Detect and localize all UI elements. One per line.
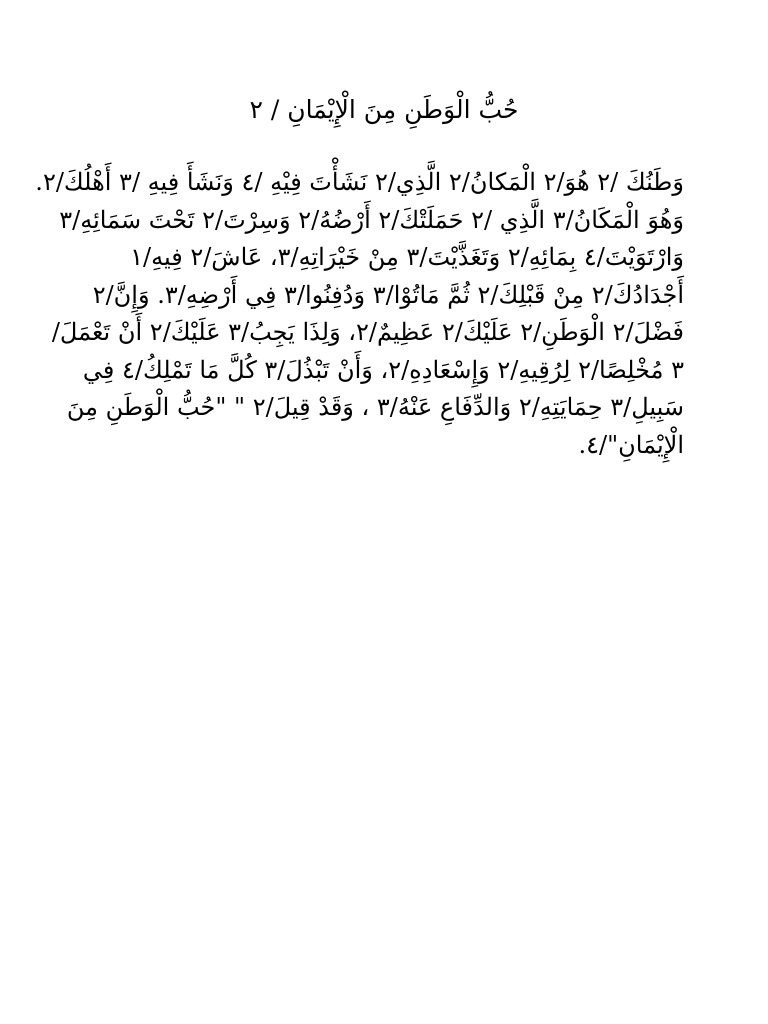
- body-line: وَطَنُكَ /٢ هُوَ/٢ الْمَكانُ/٢ الَّذِي/٢ نَشَأْتَ فِيْهِ /٤ وَنَشَأَ فِيهِ /٣ أَهْلُكَ/٢.: [35, 168, 684, 196]
- body-line: فَضْلَ/٢ الْوَطَنِ/٢ عَلَيْكَ/٢ عَظِيمٌ/٢، وَلِذَا يَجِبُ/٣ عَلَيْكَ/٢ أَنْ تَعْمَلَ/: [51, 318, 684, 346]
- document-title: حُبُّ الْوَطَنِ مِنَ الْإِيْمَانِ / ٢: [249, 95, 519, 124]
- body-line: ٣ مُخْلِصًا/٢ لِرُقِيهِ/٢ وَإِسْعَادِهِ/٢، وَأَنْ تَبْذُلَ/٣ كُلَّ مَا تَمْلِكُ/٤ فِي: [82, 355, 684, 384]
- document-body: [35, 164, 684, 464]
- body-line: وَارْتَوَيْتَ/٤ بِمَائِهِ/٢ وَتَغَذَّيْتَ/٣ مِنْ خَيْرَاتِهِ/٣، عَاشَ/٢ فِيهِ/١: [130, 243, 684, 271]
- body-line: وَهُوَ الْمَكَانُ/٣ الَّذِي /٢ حَمَلَتْكَ/٢ أَرْضُهُ/٢ وَسِرْتَ/٢ تَحْتَ سَمَائِهِ/٣: [59, 205, 684, 234]
- body-line: سَبِيلِ/٣ حِمَايَتِهِ/٢ وَالدِّفَاعِ عَنْهُ/٣ ، وَقَدْ قِيلَ/٢ " "حُبُّ الْوَطَنِ مِنَ: [66, 393, 684, 421]
- body-line: الْإِيْمَانِ"/٤.: [578, 430, 684, 459]
- body-line: أَجْدَادُكَ/٢ مِنْ قَبْلِكَ/٢ ثُمَّ مَاتُوْا/٣ وَدُفِنُوا/٣ فِي أَرْضِهِ/٣. وَإِنَّ/٢: [92, 280, 684, 309]
